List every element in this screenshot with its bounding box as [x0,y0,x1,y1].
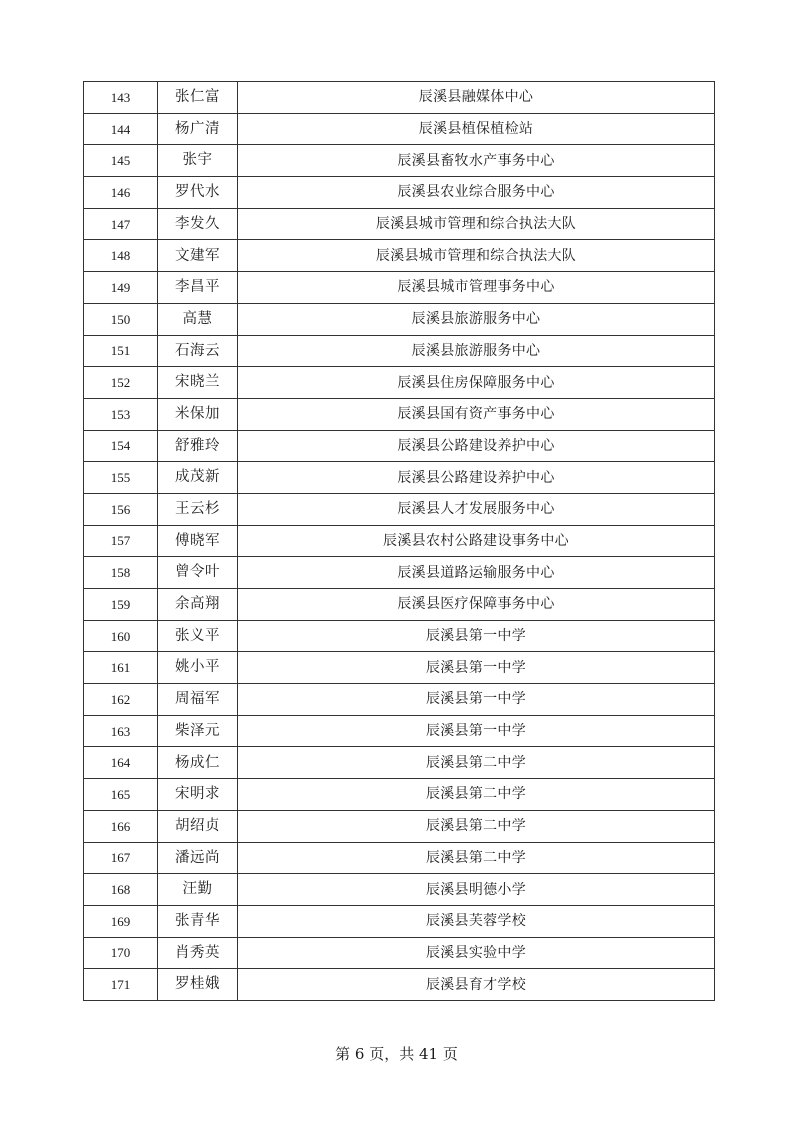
table-row [84,398,715,430]
work-unit-cell: 辰溪县实验中学 [238,937,715,969]
row-number-cell: 170 [84,937,158,969]
row-number-cell: 163 [84,715,158,747]
row-number-cell: 162 [84,684,158,716]
table-row [84,113,715,145]
row-number-cell: 146 [84,177,158,209]
work-unit-cell: 辰溪县国有资产事务中心 [238,398,715,430]
person-name-cell: 李昌平 [158,272,238,304]
row-number-cell: 171 [84,969,158,1001]
row-number-cell: 153 [84,398,158,430]
table-row [84,430,715,462]
row-number-cell: 149 [84,272,158,304]
row-number-cell: 160 [84,620,158,652]
table-row [84,462,715,494]
row-number-cell: 155 [84,462,158,494]
work-unit-cell: 辰溪县畜牧水产事务中心 [238,145,715,177]
work-unit-cell: 辰溪县公路建设养护中心 [238,462,715,494]
table-row [84,525,715,557]
table-row [84,82,715,114]
work-unit-cell: 辰溪县旅游服务中心 [238,303,715,335]
work-unit-cell: 辰溪县公路建设养护中心 [238,430,715,462]
work-unit-cell: 辰溪县植保植检站 [238,113,715,145]
work-unit-cell: 辰溪县农业综合服务中心 [238,177,715,209]
work-unit-cell: 辰溪县人才发展服务中心 [238,493,715,525]
person-name-cell: 肖秀英 [158,937,238,969]
person-name-cell: 罗代水 [158,177,238,209]
person-name-cell: 高慧 [158,303,238,335]
row-number-cell: 151 [84,335,158,367]
person-name-cell: 曾令叶 [158,557,238,589]
table-row [84,303,715,335]
person-name-cell: 姚小平 [158,652,238,684]
row-number-cell: 144 [84,113,158,145]
personnel-table [83,81,715,1001]
row-number-cell: 145 [84,145,158,177]
row-number-cell: 147 [84,208,158,240]
work-unit-cell: 辰溪县育才学校 [238,969,715,1001]
row-number-cell: 158 [84,557,158,589]
person-name-cell: 杨广清 [158,113,238,145]
table-row [84,145,715,177]
work-unit-cell: 辰溪县旅游服务中心 [238,335,715,367]
row-number-cell: 166 [84,810,158,842]
table-row [84,493,715,525]
person-name-cell: 余高翔 [158,589,238,621]
work-unit-cell: 辰溪县城市管理和综合执法大队 [238,240,715,272]
person-name-cell: 张仁富 [158,82,238,114]
table-row [84,842,715,874]
person-name-cell: 潘远尚 [158,842,238,874]
row-number-cell: 167 [84,842,158,874]
table-row [84,335,715,367]
person-name-cell: 李发久 [158,208,238,240]
person-name-cell: 张宇 [158,145,238,177]
table-row [84,937,715,969]
table-row [84,747,715,779]
table-row [84,874,715,906]
table-row [84,779,715,811]
row-number-cell: 169 [84,905,158,937]
person-name-cell: 宋晓兰 [158,367,238,399]
table-row [84,272,715,304]
row-number-cell: 161 [84,652,158,684]
table-row [84,589,715,621]
person-name-cell: 柴泽元 [158,715,238,747]
table-row [84,557,715,589]
row-number-cell: 148 [84,240,158,272]
row-number-cell: 154 [84,430,158,462]
person-name-cell: 石海云 [158,335,238,367]
person-name-cell: 张义平 [158,620,238,652]
person-name-cell: 周福军 [158,684,238,716]
page-number: 第 6 页，共 41 页 [335,1045,458,1063]
person-name-cell: 王云杉 [158,493,238,525]
work-unit-cell: 辰溪县住房保障服务中心 [238,367,715,399]
row-number-cell: 168 [84,874,158,906]
table-row [84,969,715,1001]
row-number-cell: 159 [84,589,158,621]
table-row [84,620,715,652]
work-unit-cell: 辰溪县第二中学 [238,842,715,874]
table-row [84,652,715,684]
person-name-cell: 傅晓军 [158,525,238,557]
work-unit-cell: 辰溪县第一中学 [238,652,715,684]
work-unit-cell: 辰溪县明德小学 [238,874,715,906]
person-name-cell: 舒雅玲 [158,430,238,462]
person-name-cell: 杨成仁 [158,747,238,779]
work-unit-cell: 辰溪县第二中学 [238,810,715,842]
work-unit-cell: 辰溪县城市管理和综合执法大队 [238,208,715,240]
table-row [84,208,715,240]
table-row [84,684,715,716]
work-unit-cell: 辰溪县第一中学 [238,715,715,747]
row-number-cell: 165 [84,779,158,811]
table-row [84,177,715,209]
table-row [84,715,715,747]
table-body [84,82,715,1001]
row-number-cell: 150 [84,303,158,335]
person-name-cell: 宋明求 [158,779,238,811]
work-unit-cell: 辰溪县医疗保障事务中心 [238,589,715,621]
person-name-cell: 胡绍贞 [158,810,238,842]
work-unit-cell: 辰溪县第一中学 [238,620,715,652]
work-unit-cell: 辰溪县城市管理事务中心 [238,272,715,304]
work-unit-cell: 辰溪县第一中学 [238,684,715,716]
person-name-cell: 汪勤 [158,874,238,906]
row-number-cell: 164 [84,747,158,779]
table-row [84,367,715,399]
row-number-cell: 157 [84,525,158,557]
table-row [84,240,715,272]
row-number-cell: 152 [84,367,158,399]
table-row [84,905,715,937]
row-number-cell: 156 [84,493,158,525]
person-name-cell: 成茂新 [158,462,238,494]
person-name-cell: 米保加 [158,398,238,430]
work-unit-cell: 辰溪县道路运输服务中心 [238,557,715,589]
person-name-cell: 张青华 [158,905,238,937]
work-unit-cell: 辰溪县融媒体中心 [238,82,715,114]
work-unit-cell: 辰溪县第二中学 [238,747,715,779]
work-unit-cell: 辰溪县农村公路建设事务中心 [238,525,715,557]
person-name-cell: 文建军 [158,240,238,272]
table-row [84,810,715,842]
row-number-cell: 143 [84,82,158,114]
work-unit-cell: 辰溪县第二中学 [238,779,715,811]
work-unit-cell: 辰溪县芙蓉学校 [238,905,715,937]
person-name-cell: 罗桂娥 [158,969,238,1001]
